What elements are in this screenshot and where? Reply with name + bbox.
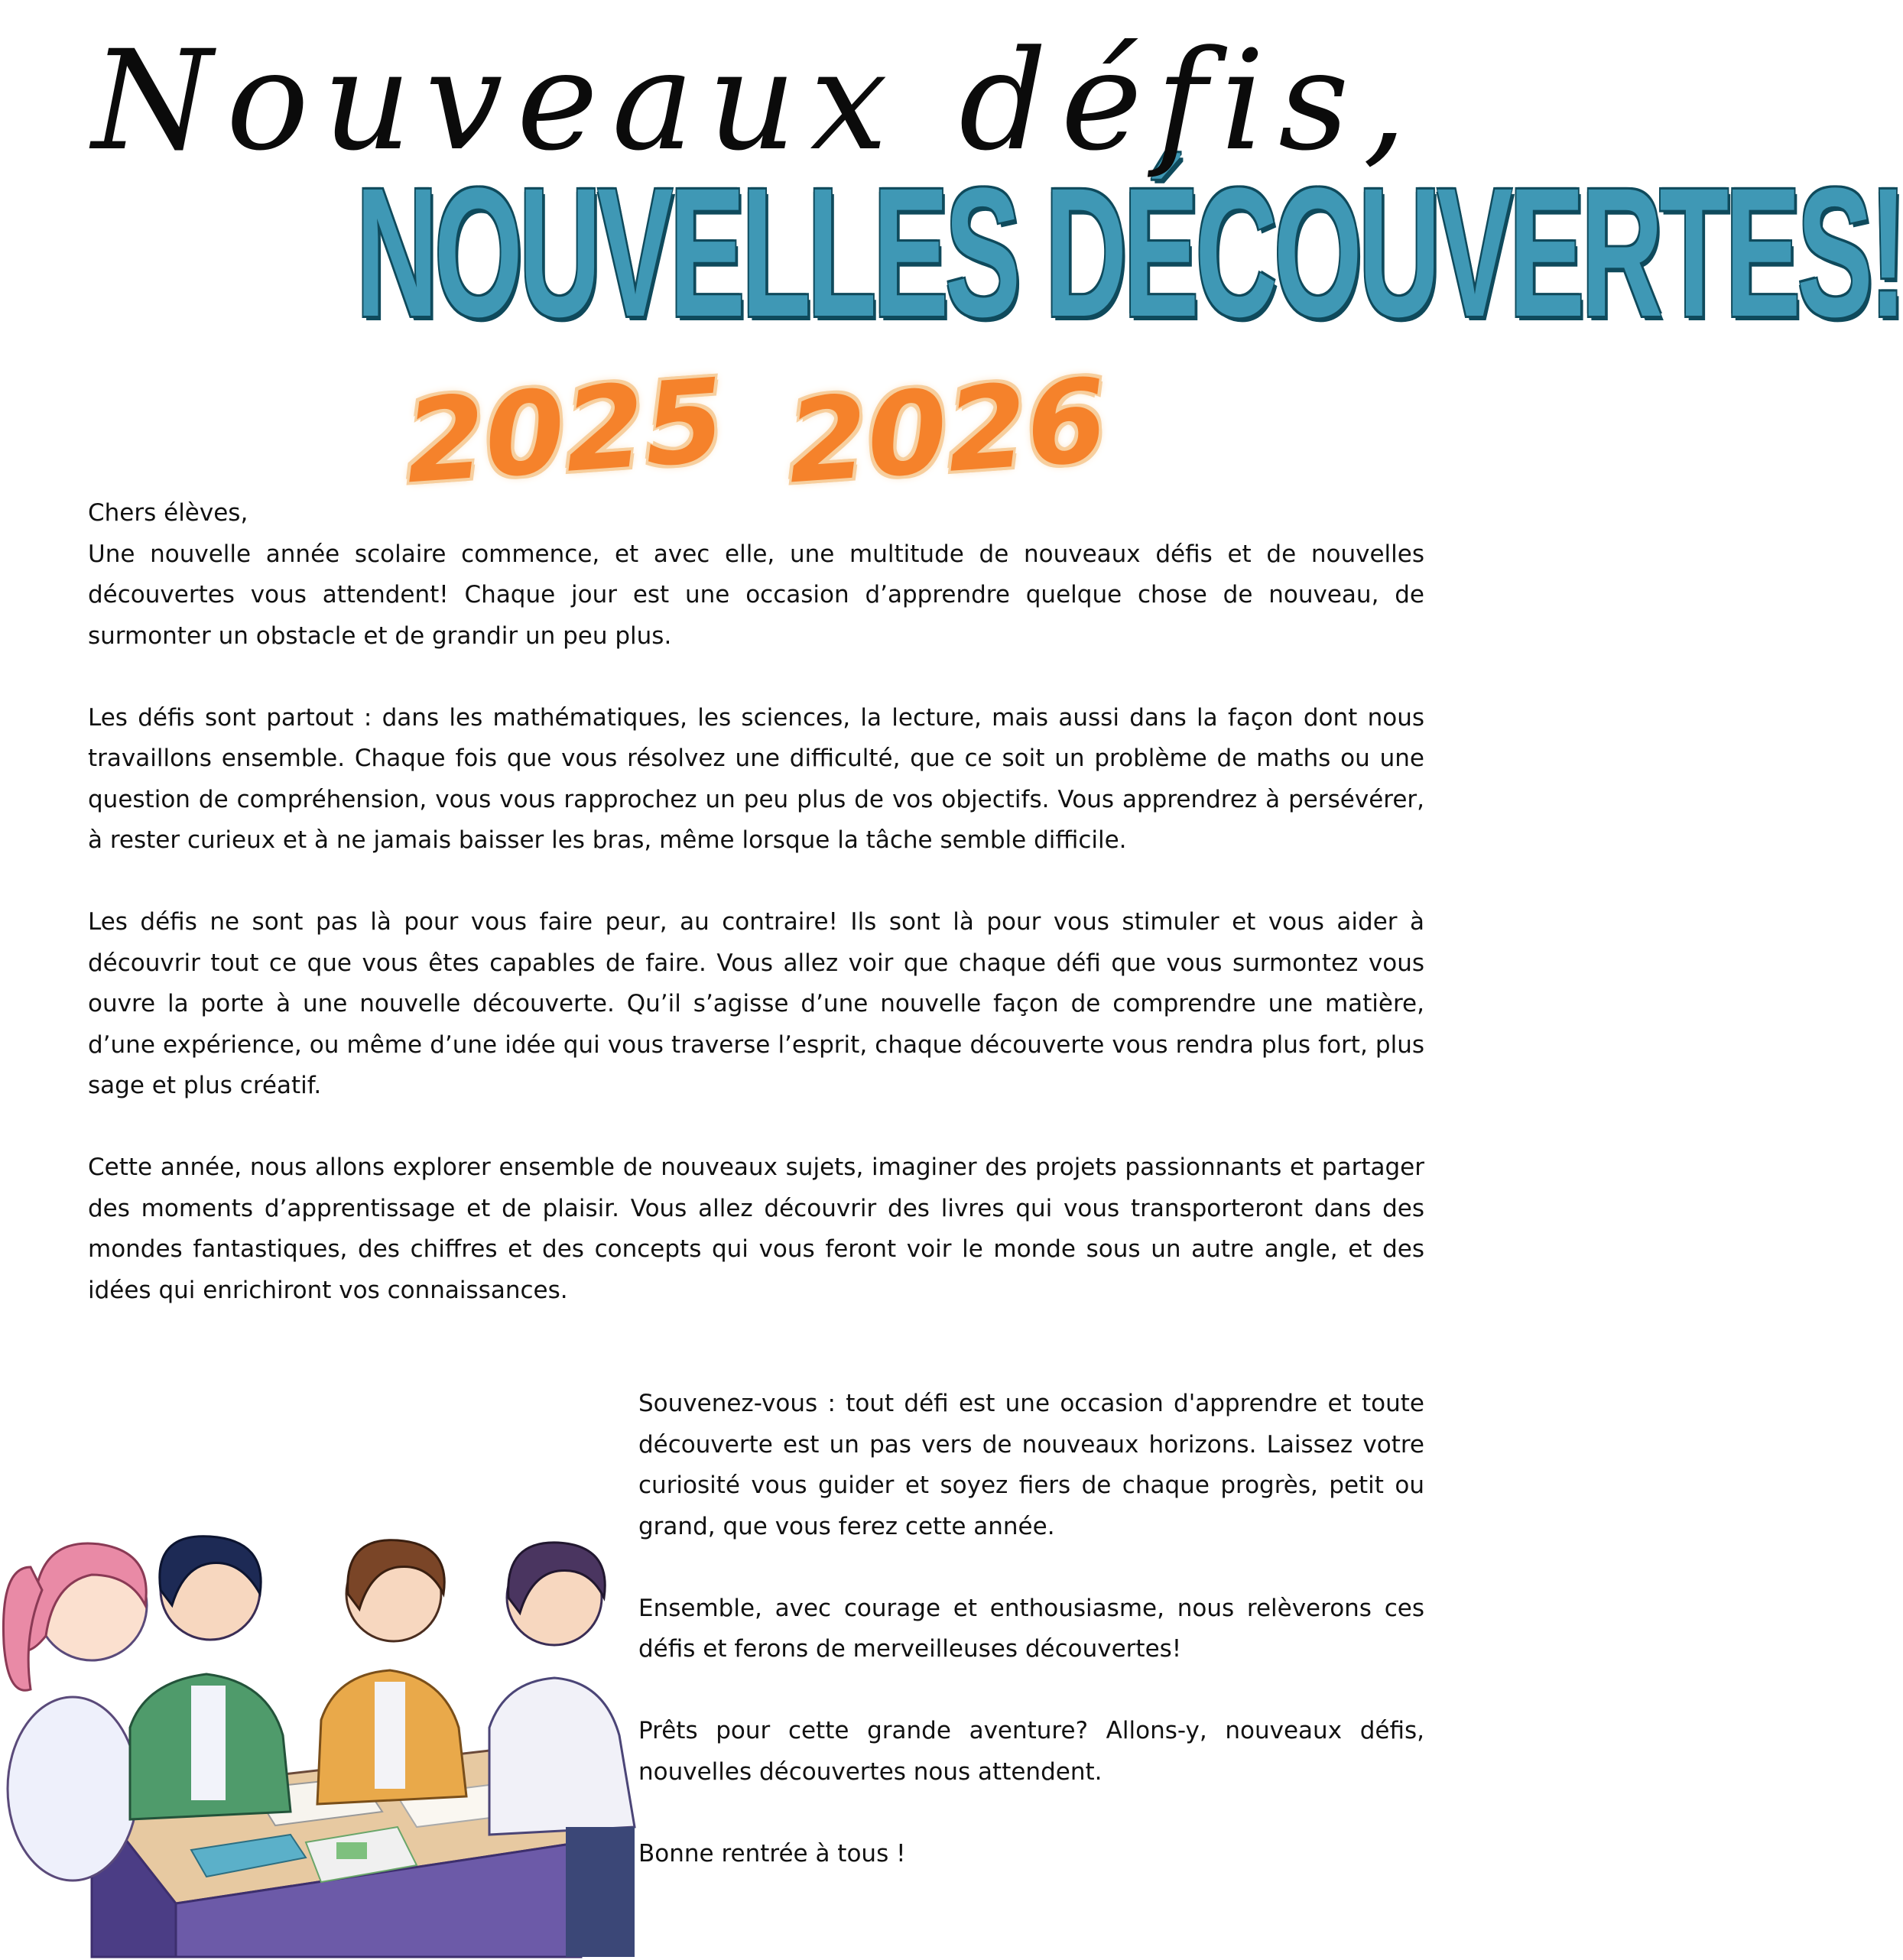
letter-paragraph: Une nouvelle année scolaire commence, et avec elle, une multitude de nouveaux défis et de nouvelles découvertes vous attendent! Chaque jour est une occasion d’apprendre quelque chose de nouveau, de surmonter un obstacle et de grandir un peu plus.	[88, 540, 1424, 650]
block-title: NOUVELLES DÉCOUVERTES!	[356, 150, 1903, 355]
letter-paragraph: Souvenez-vous : tout défi est une occasion d'apprendre et toute découverte est un pas vers de nouveaux horizons. Laissez votre curiosité vous guider et soyez fiers de chaque progrès, petit ou grand, que vous ferez cette année.	[638, 1390, 1424, 1540]
letter-closing	[638, 1384, 1424, 1916]
letter-body	[88, 493, 1424, 1352]
script-title: Nouveaux défis,	[92, 21, 1421, 181]
student-shirt	[375, 1682, 405, 1789]
letter-greeting: Chers élèves,	[88, 499, 248, 527]
book-spine	[336, 1842, 367, 1859]
letter-paragraph: Cette année, nous allons explorer ensemble de nouveaux sujets, imaginer des projets passionnants et partager des moments d’apprentissage et de plaisir. Vous allez découvrir des livres qui vous transporteront dans des mondes fantastiques, des chiffres et des concepts qui vous feront voir le monde sous un autre angle, et des idées qui enrichiront vos connaissances.	[88, 1154, 1424, 1304]
year-end: 2026	[783, 354, 1112, 510]
letter-paragraph: Les défis ne sont pas là pour vous faire peur, au contraire! Ils sont là pour vous stimuler et vous aider à découvrir tout ce que vous êtes capables de faire. Vous allez voir que chaque défi que vous surmontez vous ouvre la porte à une nouvelle découverte. Qu’il s’agisse d’une nouvelle façon de comprendre une matière, d’une expérience, ou même d’une idée qui vous traverse l’esprit, chaque découverte vous rendra plus fort, plus sage et plus créatif.	[88, 908, 1424, 1099]
student-legs	[566, 1827, 635, 1957]
student-body	[489, 1678, 635, 1835]
letter-paragraph: Prêts pour cette grande aventure? Allons-y, nouveaux défis, nouvelles découvertes nous attendent.	[638, 1717, 1424, 1786]
letter-paragraph: Ensemble, avec courage et enthousiasme, nous relèverons ces défis et ferons de merveilleuses découvertes!	[638, 1594, 1424, 1663]
students-studying-illustration	[0, 1521, 635, 1957]
year-start: 2025	[401, 354, 729, 510]
student-shirt	[191, 1686, 226, 1800]
illustration-svg	[0, 1521, 635, 1957]
student-body	[8, 1697, 138, 1880]
letter-paragraph: Les défis sont partout : dans les mathématiques, les sciences, la lecture, mais aussi dans la façon dont nous travaillons ensemble. Chaque fois que vous résolvez une difficulté, que ce soit un problème de maths ou une question de compréhension, vous vous rapprochez un peu plus de vos objectifs. Vous apprendrez à persévérer, à rester curieux et à ne jamais baisser les bras, même lorsque la tâche semble difficile.	[88, 703, 1424, 854]
letter-sign-off: Bonne rentrée à tous !	[638, 1839, 906, 1868]
